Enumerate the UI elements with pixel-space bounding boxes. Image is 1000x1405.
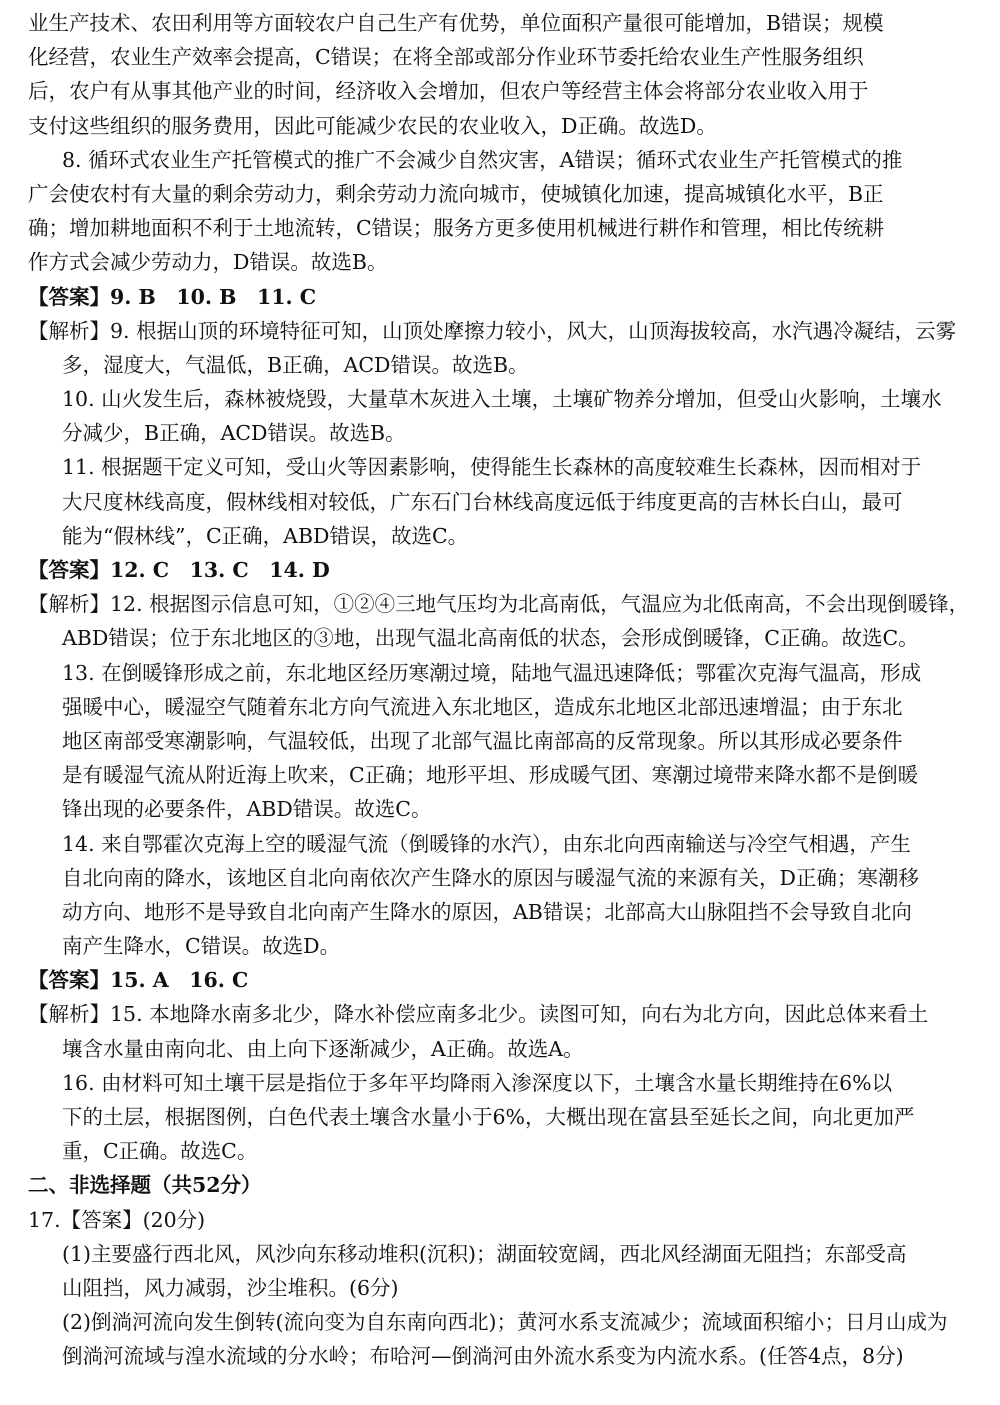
text-line: 14. 来自鄂霍次克海上空的暖湿气流（倒暖锋的水汽），由东北向西南输送与冷空气相遇，产生 [62,831,911,856]
text-line: 11. 根据题干定义可知，受山火等因素影响，使得能生长森林的高度较难生长森林，因而相对于 [62,455,922,480]
text-line: 确；增加耕地面积不利于土地流转，C错误；服务方更多使用机械进行耕作和管理，相比传统耕 [28,216,885,241]
answer-paragraph-7-continued [28,6,976,143]
analysis-12 [28,587,976,655]
text-line: 下的土层，根据图例，白色代表土壤含水量小于6%，大概出现在富县至延长之间，向北更加严 [62,1105,915,1129]
question-17-part-1 [28,1237,976,1305]
text-line: 锋出现的必要条件，ABD错误。故选C。 [62,797,432,822]
question-17-part-2 [28,1305,976,1373]
text-line: 分减少，B正确，ACD错误。故选B。 [62,421,406,446]
text-line: 化经营，农业生产效率会提高，C错误；在将全部或部分作业环节委托给农业生产性服务组织 [28,45,864,70]
text-line: 是有暖湿气流从附近海上吹来，C正确；地形平坦、形成暖气团、寒潮过境带来降水都不是倒暖 [62,763,919,788]
text-line: 【解析】15. 本地降水南多北少，降水补偿应南多北少。读图可知，向右为北方向，因此总体来看土 [28,1002,929,1027]
text-line: 后，农户有从事其他产业的时间，经济收入会增加，但农户等经营主体会将部分农业收入用于 [28,79,869,104]
text-line: 强暖中心，暖湿空气随着东北方向气流进入东北地区，造成东北地区北部迅速增温；由于东北 [62,694,903,719]
analysis-15 [28,997,976,1065]
text-line: 广会使农村有大量的剩余劳动力，剩余劳动力流向城市，使城镇化加速，提高城镇化水平，B正 [28,181,884,206]
text-line: 能为“假林线”，C正确，ABD错误，故选C。 [62,523,469,548]
answer-key-15-16: 【答案】15. A 16. C [28,968,249,993]
text-line: 【解析】9. 根据山顶的环境特征可知，山顶处摩擦力较小，风大，山顶海拔较高，水汽遇冷凝结，云雾 [28,318,957,343]
text-line: 重，C正确。故选C。 [62,1139,258,1164]
text-line: 16. 由材料可知土壤干层是指位于多年平均降雨入渗深度以下，土壤含水量长期维持在6%以 [62,1070,893,1095]
text-line: (2)倒淌河流向发生倒转(流向变为自东南向西北)；黄河水系支流减少；流域面积缩小；日月山成为 [62,1310,948,1335]
text-line: 支付这些组织的服务费用，因此可能减少农民的农业收入，D正确。故选D。 [28,113,717,138]
analysis-11 [28,450,976,553]
text-line: (1)主要盛行西北风，风沙向东移动堆积(沉积)；湖面较宽阔，西北风经湖面无阻挡；东部受高 [62,1241,907,1266]
text-line: 10. 山火发生后，森林被烧毁，大量草木灰进入土壤，土壤矿物养分增加，但受山火影响，土壤水 [62,387,942,412]
text-line: 业生产技术、农田利用等方面较农户自己生产有优势，单位面积产量很可能增加，B错误；规模 [28,11,884,35]
analysis-9 [28,314,976,382]
analysis-16 [28,1066,976,1169]
analysis-10 [28,382,976,450]
text-line: 作方式会减少劳动力，D错误。故选B。 [28,250,388,275]
analysis-13 [28,656,976,827]
text-line: 南产生降水，C错误。故选D。 [62,934,341,959]
text-line: 动方向、地形不是导致自北向南产生降水的原因，AB错误；北部高大山脉阻挡不会导致自北向 [62,899,912,924]
question-17-heading: 17.【答案】(20分) [28,1207,206,1232]
analysis-14 [28,827,976,964]
text-line: 倒淌河流域与湟水流域的分水岭；布哈河—倒淌河由外流水系变为内流水系。(任答4点，8分) [62,1344,904,1369]
text-line: 13. 在倒暖锋形成之前，东北地区经历寒潮过境，陆地气温迅速降低；鄂霍次克海气温高，形成 [62,660,922,685]
text-line: ABD错误；位于东北地区的③地，出现气温北高南低的状态，会形成倒暖锋，C正确。故选C。 [62,626,919,651]
text-line: 多，湿度大，气温低，B正确，ACD错误。故选B。 [62,352,529,377]
answer-key-9-11: 【答案】9. B 10. B 11. C [28,284,317,309]
text-line: 8. 循环式农业生产托管模式的推广不会减少自然灾害，A错误；循环式农业生产托管模式的推 [62,147,903,172]
text-line: 大尺度林线高度，假林线相对较低，广东石门台林线高度远低于纬度更高的吉林长白山，最可 [62,489,903,514]
text-line: 山阻挡，风力减弱，沙尘堆积。(6分) [62,1275,399,1300]
text-line: 地区南部受寒潮影响，气温较低，出现了北部气温比南部高的反常现象。所以其形成必要条件 [62,728,903,753]
answer-key-12-14: 【答案】12. C 13. C 14. D [28,558,330,582]
section-heading-non-choice: 二、非选择题（共52分） [28,1173,262,1198]
text-line: 自北向南的降水，该地区自北向南依次产生降水的原因与暖湿气流的来源有关，D正确；寒潮移 [62,865,919,890]
answer-paragraph-8 [28,143,976,280]
text-line: 壤含水量由南向北、由上向下逐渐减少，A正确。故选A。 [62,1036,584,1061]
text-line: 【解析】12. 根据图示信息可知，①②④三地气压均为北高南低，气温应为北低南高，不会出现倒暖锋， [28,592,970,617]
